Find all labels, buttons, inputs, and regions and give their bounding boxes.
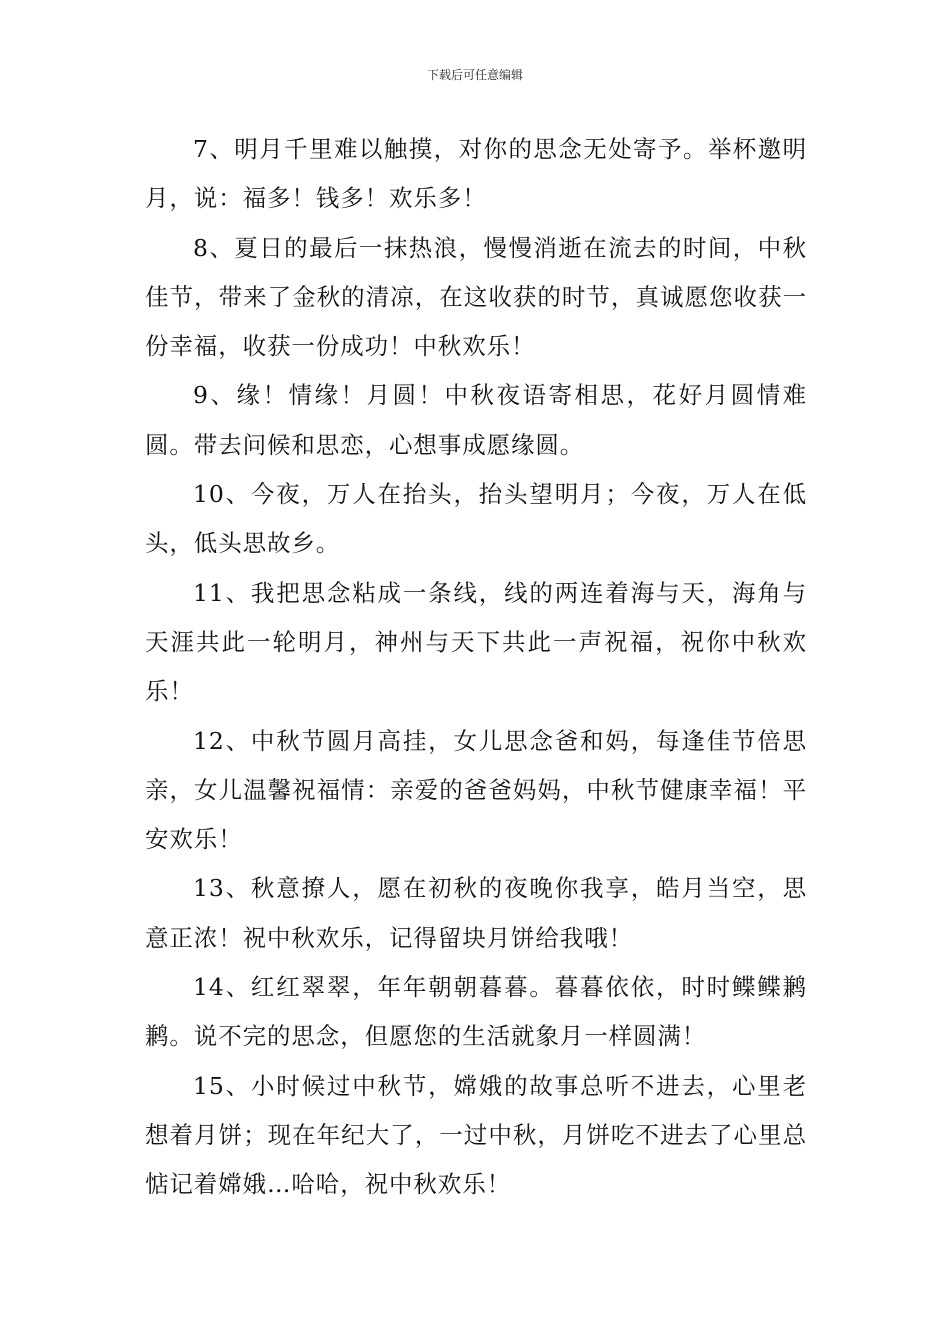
paragraph-14: 14、红红翠翠，年年朝朝暮暮。暮暮依依，时时鲽鲽鹣鹣。说不完的思念，但愿您的生活就象月一样圆满！ (145, 973, 807, 1051)
document-body (145, 125, 807, 1210)
paragraph-15: 15、小时候过中秋节，嫦娥的故事总听不进去，心里老想着月饼；现在年纪大了，一过中秋，月饼吃不进去了心里总惦记着嫦娥…哈哈，祝中秋欢乐！ (145, 1071, 807, 1199)
paragraph-10: 10、今夜，万人在抬头，抬头望明月；今夜，万人在低头，低头思故乡。 (145, 480, 807, 558)
paragraph-13: 13、秋意撩人，愿在初秋的夜晚你我享，皓月当空，思意正浓！祝中秋欢乐，记得留块月饼给我哦！ (145, 874, 807, 952)
paragraph-12: 12、中秋节圆月高挂，女儿思念爸和妈，每逢佳节倍思亲，女儿温馨祝福情：亲爱的爸爸妈妈，中秋节健康幸福！平安欢乐！ (145, 726, 807, 854)
paragraph-8: 8、夏日的最后一抹热浪，慢慢消逝在流去的时间，中秋佳节，带来了金秋的清凉，在这收获的时节，真诚愿您收获一份幸福，收获一份成功！中秋欢乐！ (145, 233, 807, 361)
paragraph-11: 11、我把思念粘成一条线，线的两连着海与天，海角与天涯共此一轮明月，神州与天下共此一声祝福，祝你中秋欢乐！ (145, 578, 807, 706)
page-header: 下载后可任意编辑 (426, 68, 523, 82)
paragraph-9: 9、缘！情缘！月圆！中秋夜语寄相思，花好月圆情难圆。带去问候和思恋，心想事成愿缘圆。 (145, 381, 807, 459)
paragraph-7: 7、明月千里难以触摸，对你的思念无处寄予。举杯邀明月，说：福多！钱多！欢乐多！ (145, 135, 807, 213)
